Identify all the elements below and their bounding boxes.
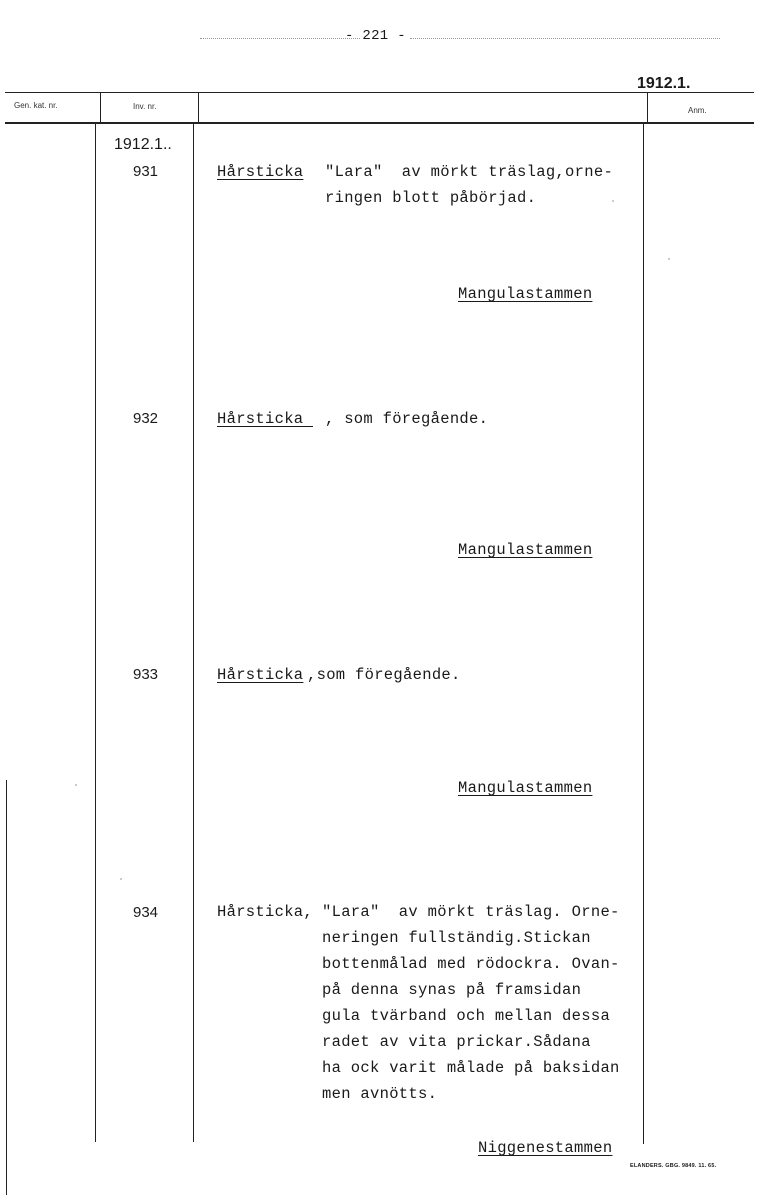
top-dotted-rule-left xyxy=(200,38,360,39)
entry-934-tribe: Niggenestammen xyxy=(478,1139,613,1157)
scan-speck xyxy=(668,258,670,260)
entry-933-tribe: Mangulastammen xyxy=(458,779,593,797)
header-bottom-rule xyxy=(5,122,754,124)
entry-934-title: Hårsticka, xyxy=(217,903,314,921)
entry-931-line-2: ringen blott påbörjad. xyxy=(325,189,537,207)
column-header-inv-nr: Inv. nr. xyxy=(133,102,157,111)
column-divider-anm xyxy=(643,124,644,1144)
entry-931-tribe: Mangulastammen xyxy=(458,285,593,303)
entry-932-line-1: , som föregående. xyxy=(325,410,489,428)
year-header: 1912.1. xyxy=(637,75,691,92)
left-edge-line xyxy=(6,780,7,1195)
entry-934-line-5: gula tvärband och mellan dessa xyxy=(322,1007,611,1025)
page-number: - 221 - xyxy=(345,28,406,44)
entry-934-line-7: ha ock varit målade på baksidan xyxy=(322,1059,620,1077)
scan-speck xyxy=(612,200,614,202)
group-label: 1912.1.. xyxy=(114,136,172,153)
column-header-anm: Anm. xyxy=(688,106,707,115)
column-divider-inv-left xyxy=(95,124,96,1142)
column-divider-header-2 xyxy=(198,92,199,124)
entry-934-line-1: "Lara" av mörkt träslag. Orne- xyxy=(322,903,620,921)
entry-932-tribe: Mangulastammen xyxy=(458,541,593,559)
column-divider-header-1 xyxy=(100,92,101,124)
entry-931-title: Hårsticka xyxy=(217,163,304,181)
column-header-gen-kat-nr: Gen. kat. nr. xyxy=(14,101,58,110)
entry-933-title: Hårsticka xyxy=(217,666,304,684)
entry-934-inv-nr: 934 xyxy=(133,904,159,921)
column-divider-header-3 xyxy=(647,92,648,124)
scan-speck xyxy=(75,784,77,786)
entry-934-line-2: neringen fullständig.Stickan xyxy=(322,929,591,947)
top-dotted-rule-right xyxy=(410,38,720,39)
entry-934-line-8: men avnötts. xyxy=(322,1085,438,1103)
entry-931-line-1: "Lara" av mörkt träslag,orne- xyxy=(325,163,614,181)
entry-933-inv-nr: 933 xyxy=(133,666,159,683)
printer-mark: ELANDERS. GBG. 9849. 11. 65. xyxy=(630,1163,717,1169)
entry-934-line-6: radet av vita prickar.Sådana xyxy=(322,1033,591,1051)
entry-934-line-4: på denna synas på framsidan xyxy=(322,981,582,999)
entry-933-line-1: ,som föregående. xyxy=(307,666,461,684)
entry-934-line-3: bottenmålad med rödockra. Ovan- xyxy=(322,955,620,973)
entry-931-inv-nr: 931 xyxy=(133,163,159,180)
column-divider-inv-right xyxy=(193,124,194,1142)
entry-932-inv-nr: 932 xyxy=(133,410,159,427)
entry-932-title: Hårsticka xyxy=(217,410,314,428)
header-top-rule xyxy=(5,92,754,93)
scan-speck xyxy=(120,878,122,880)
